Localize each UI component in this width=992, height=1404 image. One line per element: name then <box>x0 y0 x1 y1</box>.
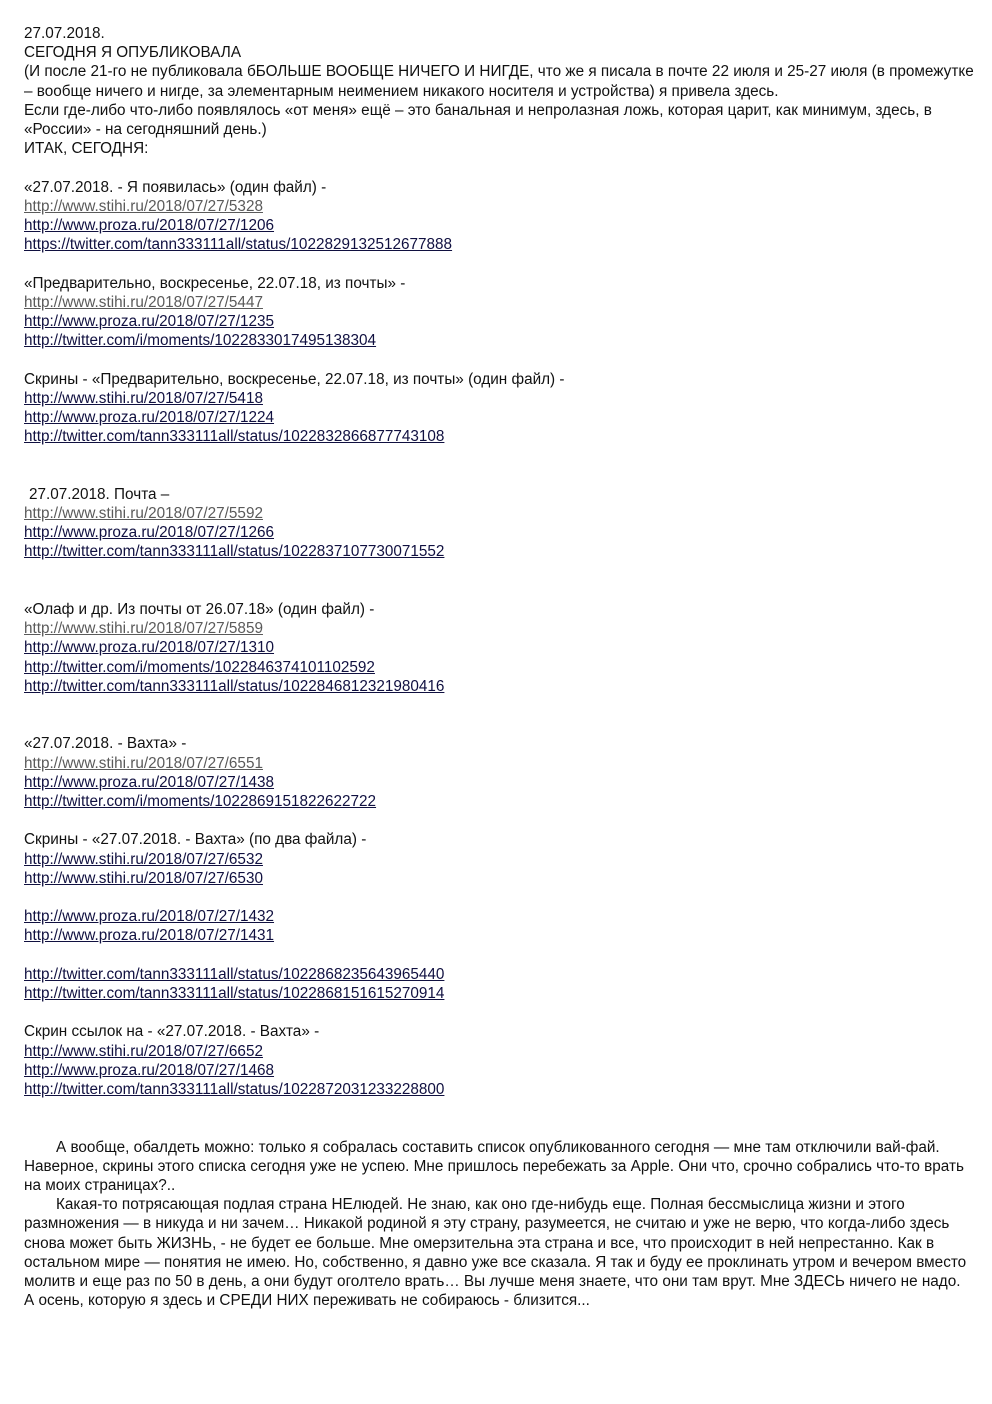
twitter-moments-link[interactable]: http://twitter.com/i/moments/1022846374101102592 <box>24 658 375 676</box>
proza-link[interactable]: http://www.proza.ru/2018/07/27/1468 <box>24 1061 275 1079</box>
section-title: Скрин ссылок на - «27.07.2018. - Вахта» - <box>24 1023 320 1041</box>
publication-section <box>24 1022 974 1099</box>
twitter-link[interactable]: http://twitter.com/tann333111all/status/1022868151615270914 <box>24 985 445 1003</box>
publication-section <box>24 600 974 696</box>
section-title: «27.07.2018. - Я появилась» (один файл) - <box>24 178 327 196</box>
spacer <box>24 446 974 484</box>
spacer <box>24 562 974 600</box>
stihi-link[interactable]: http://www.stihi.ru/2018/07/27/6530 <box>24 869 263 887</box>
stihi-link[interactable]: http://www.stihi.ru/2018/07/27/6532 <box>24 850 263 868</box>
stihi-link[interactable]: http://www.stihi.ru/2018/07/27/6652 <box>24 1042 263 1060</box>
stihi-link[interactable]: http://www.stihi.ru/2018/07/27/5859 <box>24 620 263 638</box>
twitter-moments-link[interactable]: http://twitter.com/i/moments/1022833017495138304 <box>24 332 377 350</box>
closing-paragraph-2: Какая-то потрясающая подлая страна НЕлюдей. Не знаю, как оно где-нибудь еще. Полная бессмыслица жизни и этого размножения — в никуда и ни зачем… Никакой родиной я эту страну, разумеется, не считаю и уже не верю, что когда-либо здесь снова может быть ЖИЗНЬ, - не будет ее больше. Мне омерзительна эта страна и все, что происходит в ней непрестанно. Как в остальном мире — понятия не имею. Но, собственно, я давно уже все сказала. Я так и буду ее проклинать утром и вечером вместо молитв и еще раз по 50 в день, а они будут оголтело врать… Вы лучше меня знаете, что они там врут. Мне ЗДЕСЬ ничего не надо. А осень, которую я здесь и СРЕДИ НИХ переживать не собираюсь - близится... <box>24 1196 967 1310</box>
spacer <box>24 811 974 830</box>
spacer <box>24 946 974 965</box>
twitter-link[interactable]: http://twitter.com/tann333111all/status/1022837107730071552 <box>24 543 445 561</box>
section-title: Скрины - «Предварительно, воскресенье, 22.07.18, из почты» (один файл) - <box>24 370 565 388</box>
spacer <box>24 158 974 177</box>
twitter-link[interactable]: http://twitter.com/tann333111all/status/1022868235643965440 <box>24 965 445 983</box>
publication-section <box>24 370 974 447</box>
document-date: 27.07.2018. <box>24 25 105 42</box>
spacer <box>24 888 974 907</box>
proza-link[interactable]: http://www.proza.ru/2018/07/27/1206 <box>24 217 275 235</box>
section-title: «Олаф и др. Из почты от 26.07.18» (один файл) - <box>24 601 375 619</box>
proza-link[interactable]: http://www.proza.ru/2018/07/27/1432 <box>24 908 275 926</box>
stihi-link[interactable]: http://www.stihi.ru/2018/07/27/6551 <box>24 754 263 772</box>
publication-section <box>24 830 974 1003</box>
stihi-link[interactable]: http://www.stihi.ru/2018/07/27/5447 <box>24 293 263 311</box>
spacer <box>24 1099 974 1137</box>
twitter-link[interactable]: http://twitter.com/tann333111all/status/1022832866877743108 <box>24 428 445 446</box>
stihi-link[interactable]: http://www.stihi.ru/2018/07/27/5418 <box>24 389 263 407</box>
twitter-moments-link[interactable]: http://twitter.com/i/moments/1022869151822622722 <box>24 793 377 811</box>
proza-link[interactable]: http://www.proza.ru/2018/07/27/1224 <box>24 409 275 427</box>
publication-section <box>24 274 974 351</box>
proza-link[interactable]: http://www.proza.ru/2018/07/27/1266 <box>24 524 275 542</box>
section-title: «27.07.2018. - Вахта» - <box>24 735 187 753</box>
spacer <box>24 1003 974 1022</box>
spacer <box>24 350 974 369</box>
itak-heading: ИТАК, СЕГОДНЯ: <box>24 140 149 158</box>
twitter-link[interactable]: http://twitter.com/tann333111all/status/1022846812321980416 <box>24 677 445 695</box>
publication-section <box>24 734 974 811</box>
closing-paragraph-1: А вообще, обалдеть можно: только я собралась составить список опубликованного сегодня — мне там отключили вай-фай. Наверное, скрины этого списка сегодня уже не успею. Мне пришлось перебежать за Apple. Они что, срочно собрались что-то врать на моих страницах?.. <box>24 1138 964 1195</box>
document-page <box>24 24 974 1310</box>
stihi-link[interactable]: http://www.stihi.ru/2018/07/27/5328 <box>24 197 263 215</box>
stihi-link[interactable]: http://www.stihi.ru/2018/07/27/5592 <box>24 505 263 523</box>
proza-link[interactable]: http://www.proza.ru/2018/07/27/1438 <box>24 773 275 791</box>
twitter-link[interactable]: http://twitter.com/tann333111all/status/1022872031233228800 <box>24 1081 445 1099</box>
section-title: «Предварительно, воскресенье, 22.07.18, из почты» - <box>24 274 406 292</box>
spacer <box>24 254 974 273</box>
section-title: Скрины - «27.07.2018. - Вахта» (по два файла) - <box>24 831 367 849</box>
publication-section <box>24 485 974 562</box>
twitter-link[interactable]: https://twitter.com/tann333111all/status/1022829132512677888 <box>24 236 453 254</box>
document-heading: СЕГОДНЯ Я ОПУБЛИКОВАЛА <box>24 44 242 62</box>
intro-paragraph-1: (И после 21-го не публиковала бБОЛЬШЕ ВООБЩЕ НИЧЕГО И НИГДЕ, что же я писала в почте 22 июля и 25-27 июля (в промежутке – вообще ничего и нигде, за элементарным неимением никакого носителя и устройства) я привела здесь. <box>24 63 974 100</box>
intro-paragraph-2: Если где-либо что-либо появлялось «от меня» ещё – это банальная и непролазная ложь, которая царит, как минимум, здесь, в «России» - на сегодняшний день.) <box>24 101 932 139</box>
proza-link[interactable]: http://www.proza.ru/2018/07/27/1310 <box>24 639 275 657</box>
section-title: 27.07.2018. Почта – <box>29 485 170 503</box>
publication-section <box>24 178 974 255</box>
proza-link[interactable]: http://www.proza.ru/2018/07/27/1431 <box>24 927 275 945</box>
proza-link[interactable]: http://www.proza.ru/2018/07/27/1235 <box>24 313 275 331</box>
spacer <box>24 696 974 734</box>
